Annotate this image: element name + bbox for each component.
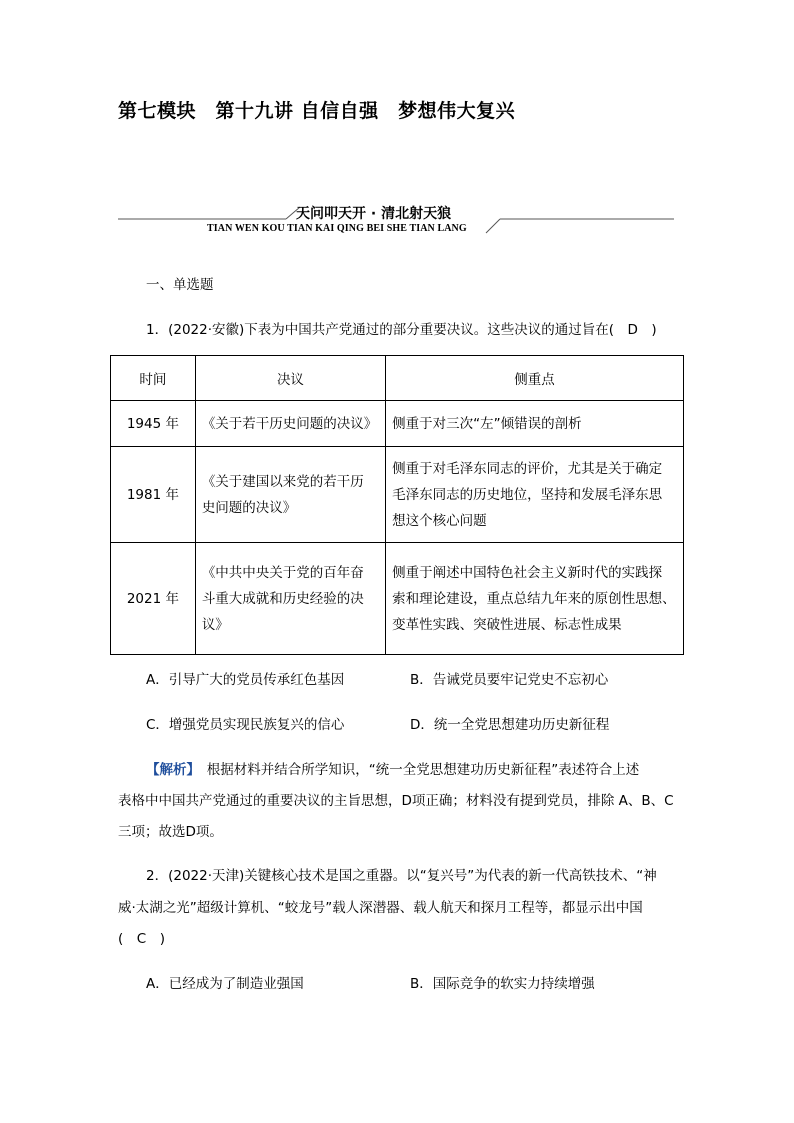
table-header-focus: 侧重点 [386,356,684,401]
cell-line: 《中共中央关于党的百年奋 [201,564,364,581]
table-cell-focus [386,401,684,447]
table-cell-resolution [195,401,385,447]
cell-line: 侧重于阐述中国特色社会主义新时代的实践探 [392,564,663,581]
table-header-row [111,356,684,401]
cell-line: 毛泽东同志的历史地位，坚持和发展毛泽东思 [392,486,663,503]
option-d: D．统一全党思想建功历史新征程 [410,717,610,733]
table-cell-resolution [195,447,385,543]
option-b: B．国际竞争的软实力持续增强 [410,976,595,992]
section-banner [118,203,678,237]
analysis-text: 根据材料并结合所学知识，“统一全党思想建功历史新征程”表述符合上述 [193,762,640,778]
table-header-time: 时间 [111,356,196,401]
cell-line: 议》 [201,616,229,633]
cell-line: 侧重于对三次“左”倾错误的剖析 [392,415,582,432]
section-heading: 一、单选题 [146,277,214,293]
table-row [111,447,684,543]
analysis-tag: 【解析】 [146,762,194,778]
question-2-stem: 2．(2022·天津)关键核心技术是国之重器。以“复兴号”为代表的新一代高铁技术、“神 [146,868,657,884]
cell-line: 索和理论建设，重点总结九年来的原创性思想、 [392,590,676,607]
option-b: B．告诫党员要牢记党史不忘初心 [410,672,609,688]
question-2-stem: ( C ) [118,931,165,947]
table-cell-time: 1945 年 [111,401,196,447]
page-title: 第七模块 第十九讲 自信自强 梦想伟大复兴 [118,100,516,122]
table-row [111,401,684,447]
question-2-stem: 威·太湖之光”超级计算机、“蛟龙号”载人深潜器、载人航天和探月工程等，都显示出中国 [118,900,643,916]
table-cell-focus [386,543,684,655]
resolutions-table [110,355,684,655]
table-cell-time: 1981 年 [111,447,196,543]
cell-line: 《关于若干历史问题的决议》 [201,415,378,432]
analysis-line: 三项；故选D项。 [118,824,223,840]
analysis-line: 表格中中国共产党通过的重要决议的主旨思想，D项正确；材料没有提到党员，排除 A、B、C [118,793,674,809]
cell-line: 变革性实践、突破性进展、标志性成果 [392,616,622,633]
cell-line: 想这个核心问题 [392,512,487,529]
cell-line: 斗重大成就和历史经验的决 [201,590,364,607]
option-a: A．引导广大的党员传承红色基因 [146,672,345,688]
cell-line: 史问题的决议》 [201,499,297,516]
cell-line: 《关于建国以来党的若干历 [201,473,364,490]
question-1-stem: 1．(2022·安徽)下表为中国共产党通过的部分重要决议。这些决议的通过旨在( D ) [146,322,657,338]
table-row [111,543,684,655]
analysis-line [146,758,639,778]
table-cell-resolution [195,543,385,655]
option-a: A．已经成为了制造业强国 [146,976,304,992]
cell-line: 侧重于对毛泽东同志的评价，尤其是关于确定 [392,460,663,477]
option-c: C．增强党员实现民族复兴的信心 [146,717,345,733]
table-cell-focus [386,447,684,543]
table-cell-time: 2021 年 [111,543,196,655]
table-header-resolution: 决议 [195,356,385,401]
banner-title: 天问叩天开 · 清北射天狼 [296,206,452,222]
banner-subtitle: TIAN WEN KOU TIAN KAI QING BEI SHE TIAN LANG [207,223,467,234]
